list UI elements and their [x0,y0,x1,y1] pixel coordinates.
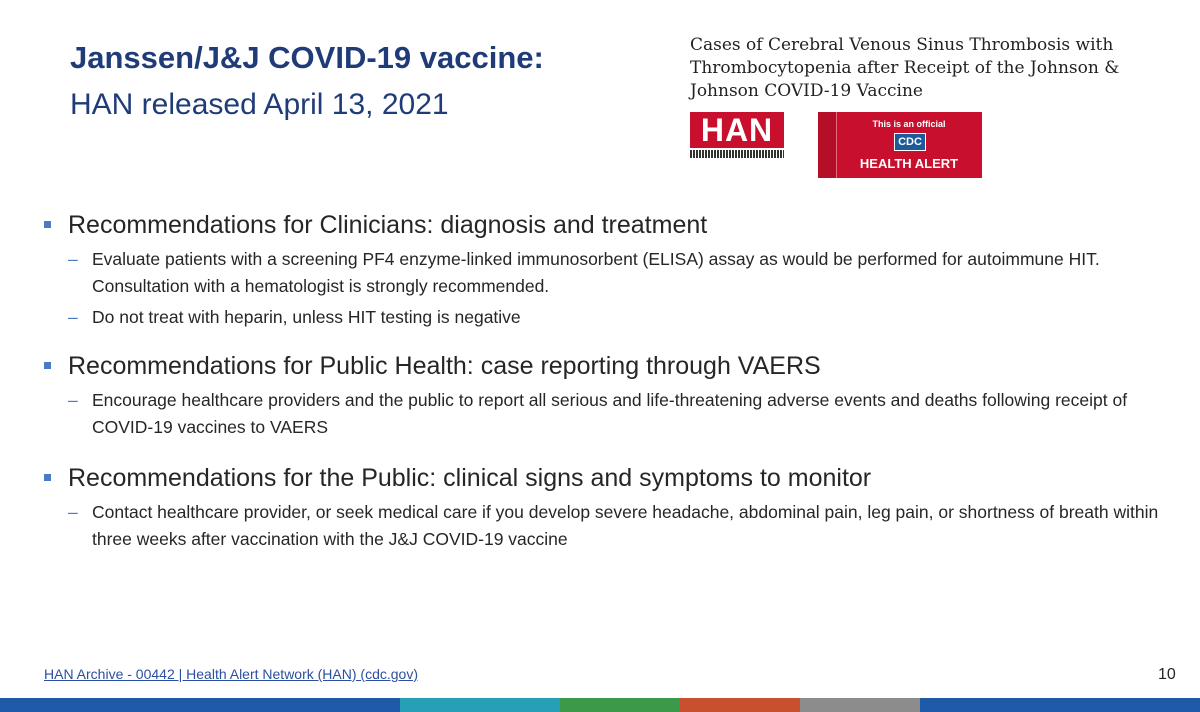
badge-line-official: This is an official [872,119,946,129]
cdc-health-alert-badge [818,112,982,178]
sub-item-text: Evaluate patients with a screening PF4 enzyme-linked immunosorbent (ELISA) assay as would be performed for autoimmune HIT. Consultation with a hematologist is strongly recommended. [92,249,1100,296]
sub-item [68,304,1164,331]
color-bar-segment [560,698,680,712]
color-bar-segment [400,698,560,712]
han-notice-title: Cases of Cerebral Venous Sinus Thrombosis with Thrombocytopenia after Receipt of the Johnson & Johnson COVID-19 Vaccine [690,35,1120,101]
color-bar-segment [120,698,400,712]
color-bar-segment [920,698,1200,712]
color-bar-segment [0,698,120,712]
sub-item-text: Encourage healthcare providers and the public to report all serious and life-threatening adverse events and deaths following receipt of COVID-19 vaccines to VAERS [92,390,1128,437]
slide-title: Janssen/J&J COVID-19 vaccine: [70,40,544,75]
recommendations-list [44,208,1164,571]
bullet-item [44,349,1164,383]
color-bar-segment [680,698,800,712]
dash-bullet-icon: – [68,249,78,269]
han-logo-subtitle-mark [690,150,784,158]
square-bullet-icon [44,221,68,228]
han-archive-link[interactable]: HAN Archive - 00442 | Health Alert Network (HAN) (cdc.gov) [44,666,418,682]
section-heading: Recommendations for Public Health: case reporting through VAERS [68,352,821,380]
dash-bullet-icon: – [68,390,78,410]
han-logo [690,112,784,158]
section-public [44,461,1164,553]
han-logo-text: HAN [690,112,784,148]
sub-item [68,387,1164,441]
square-bullet-icon [44,474,68,481]
sub-item [68,499,1164,553]
badge-line-health-alert: HEALTH ALERT [859,156,959,171]
han-vertical-mark [818,112,837,178]
section-heading: Recommendations for Clinicians: diagnosis and treatment [68,211,708,239]
section-clinicians [44,208,1164,331]
page-number: 10 [1158,666,1176,683]
sub-item [68,246,1164,300]
color-bar-segment [800,698,920,712]
bullet-item [44,208,1164,242]
dash-bullet-icon: – [68,307,78,327]
section-public-health [44,349,1164,441]
sub-item-text: Contact healthcare provider, or seek medical care if you develop severe headache, abdominal pain, leg pain, or shortness of breath within three weeks after vaccination with the J&J COVID-19 vaccine [92,502,1159,549]
bottom-color-bar [0,698,1200,712]
cdc-logo: CDC [894,133,926,151]
sub-item-text: Do not treat with heparin, unless HIT testing is negative [92,307,521,327]
dash-bullet-icon: – [68,502,78,522]
slide-subtitle: HAN released April 13, 2021 [70,88,449,121]
square-bullet-icon [44,362,68,369]
bullet-item [44,461,1164,495]
section-heading: Recommendations for the Public: clinical signs and symptoms to monitor [68,464,872,492]
